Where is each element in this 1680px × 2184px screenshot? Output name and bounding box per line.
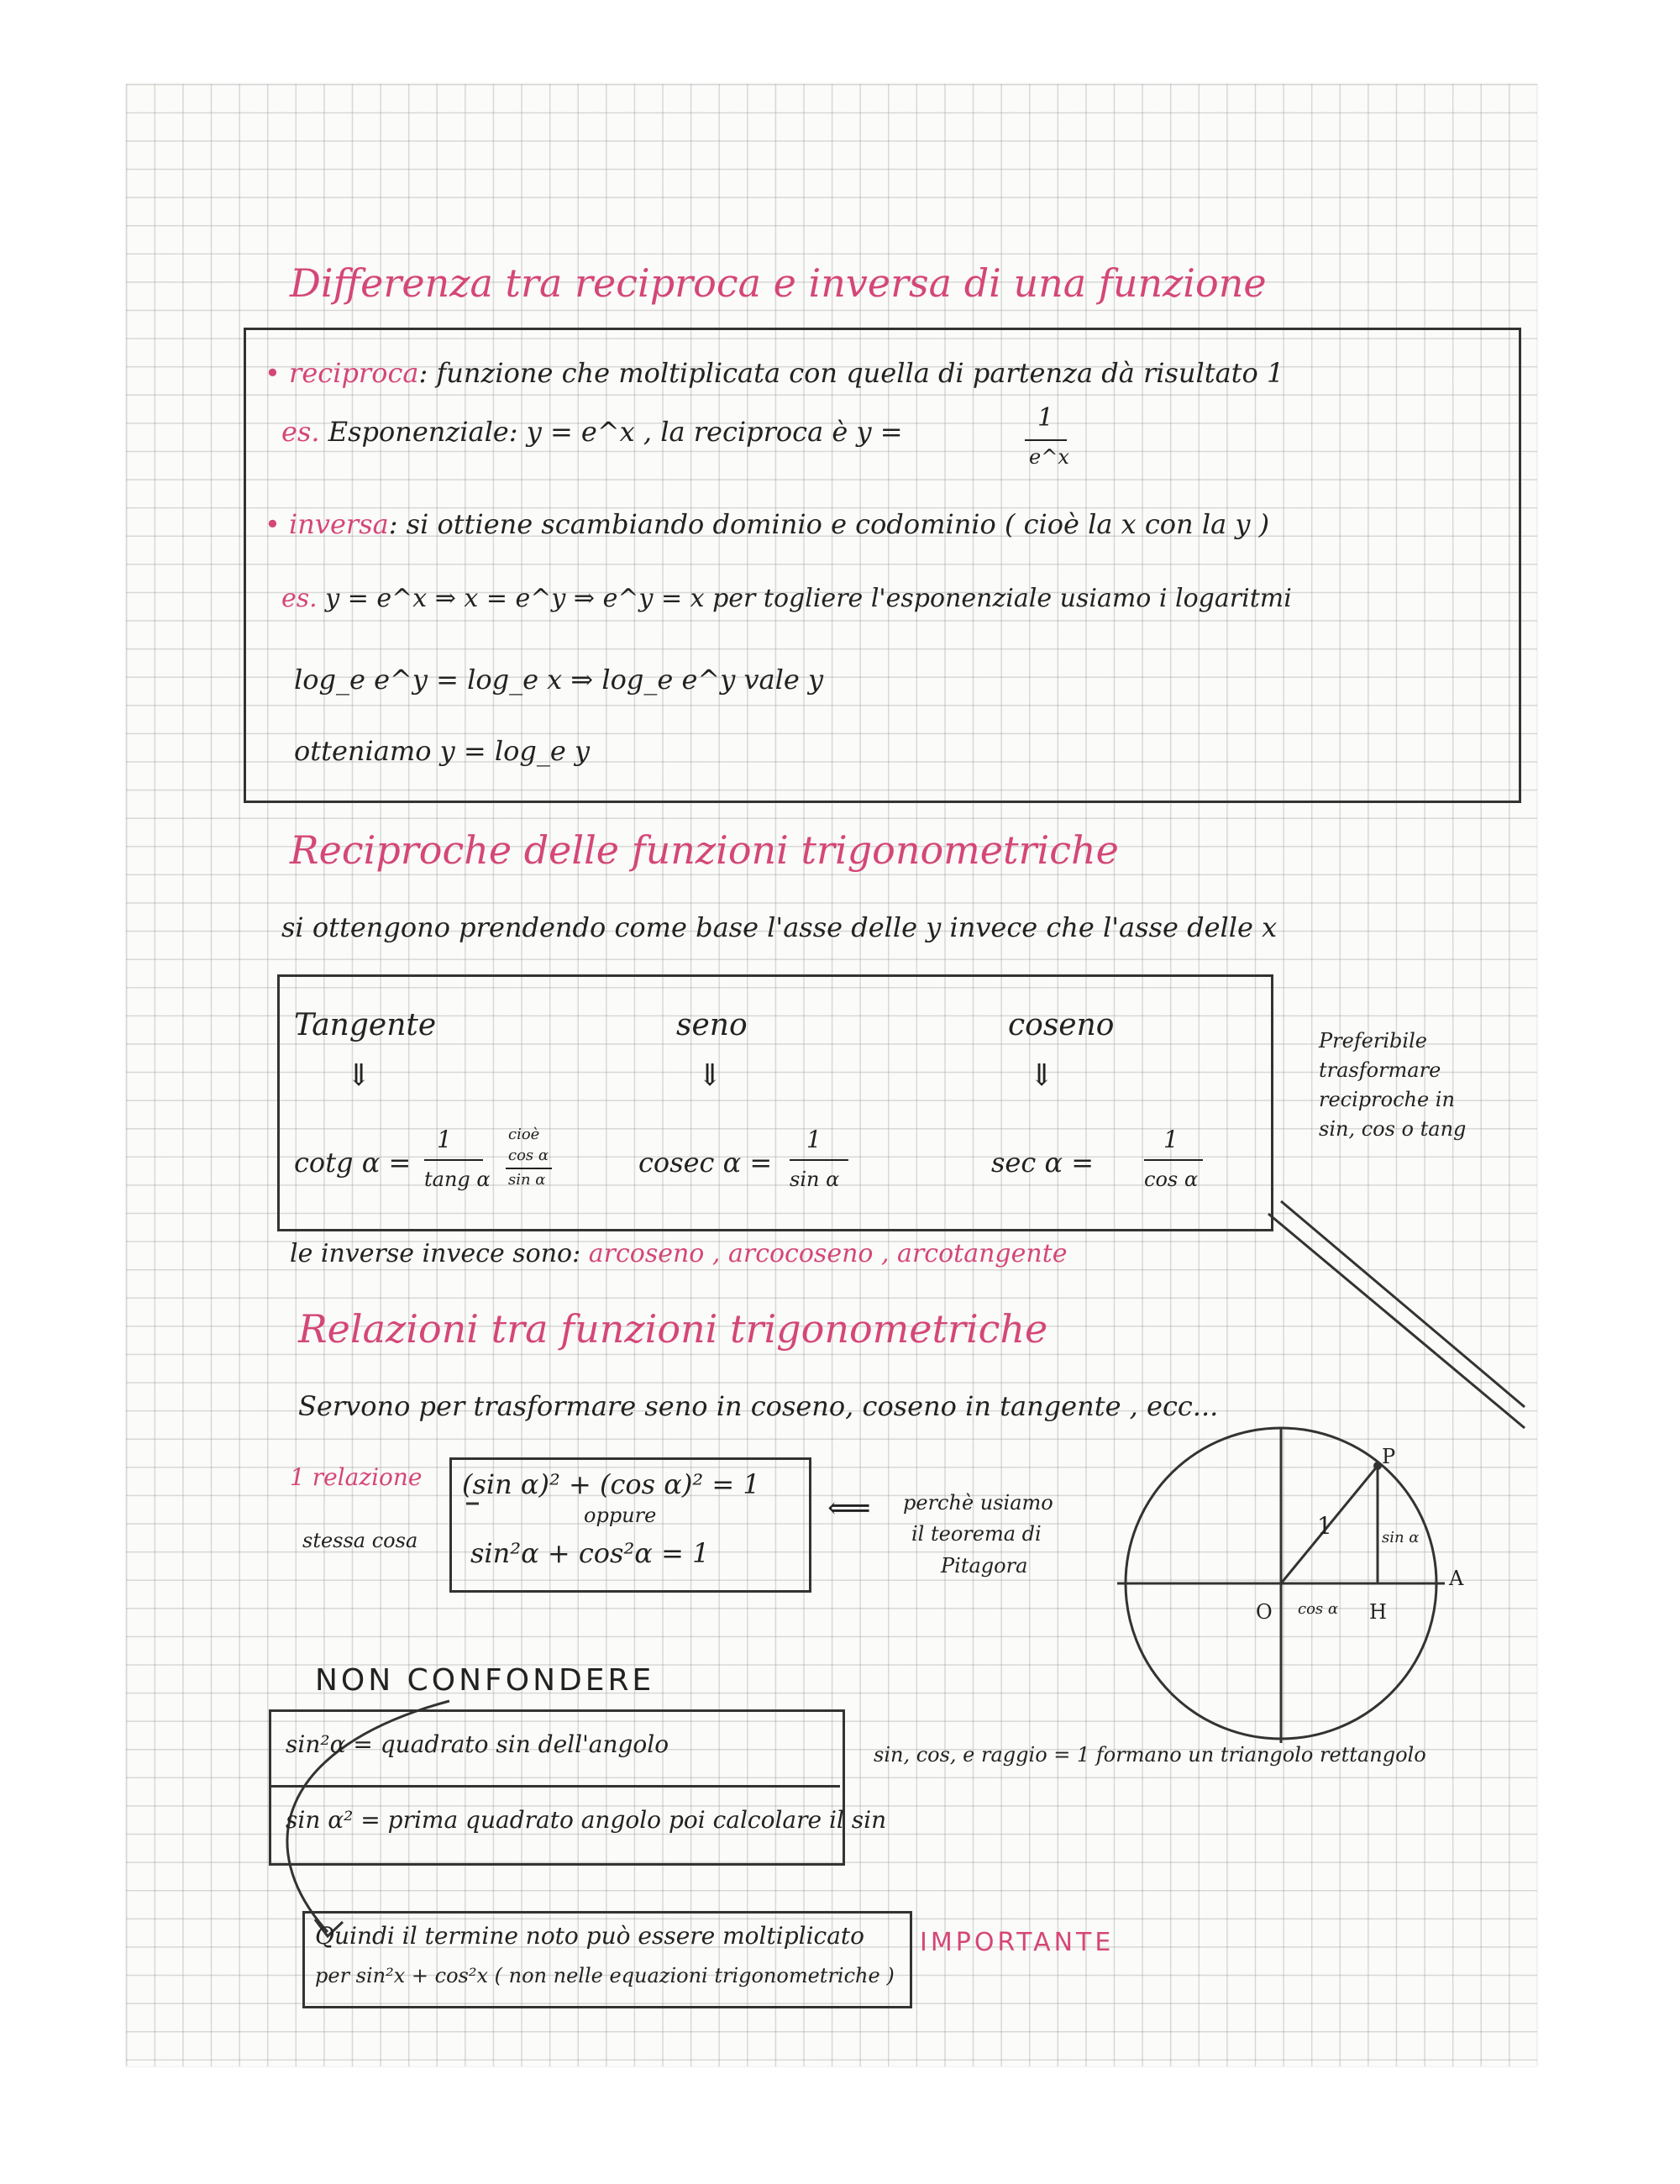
cotangent-alt-den: sin α <box>508 1171 546 1189</box>
inverse-label: • inversa <box>265 508 389 540</box>
identity-formula-2: sin²α + cos²α = 1 <box>470 1537 710 1569</box>
circle-radius-label: 1 <box>1317 1512 1332 1540</box>
section2-subtitle: si ottengono prendendo come base l'asse delle y invece che l'asse delle x <box>281 911 1278 943</box>
cotangent-alt-top: cioè <box>508 1126 540 1143</box>
result-line: otteniamo y = log_e y <box>294 735 591 767</box>
cotangent-formula: cotg α = <box>294 1147 412 1179</box>
cosecant-formula: cosec α = <box>638 1147 773 1179</box>
circle-label-p: P <box>1382 1445 1396 1468</box>
pythagoras-note-2: il teorema di <box>911 1522 1042 1546</box>
triangle-note: sin, cos, e raggio = 1 formano un triangolo rettangolo <box>874 1743 1426 1767</box>
circle-label-a: A <box>1449 1567 1464 1590</box>
side-note-line1: Preferibile <box>1319 1029 1427 1053</box>
secant-formula: sec α = <box>991 1147 1095 1179</box>
tangent-heading: Tangente <box>294 1008 437 1042</box>
side-note-line2: trasformare <box>1319 1058 1441 1082</box>
example2-label: es. <box>281 584 318 613</box>
side-note-line3: reciproche in <box>1319 1088 1455 1111</box>
cotangent-num: 1 <box>437 1126 452 1153</box>
logarithm-line: log_e e^y = log_e x ⇒ log_e e^y vale y <box>294 664 824 696</box>
left-arrow: ⟸ <box>827 1491 871 1525</box>
example1-fraction-den: e^x <box>1029 445 1069 469</box>
non-confondere-heading: NON CONFONDERE <box>315 1663 655 1698</box>
important-label: IMPORTANTE <box>920 1928 1115 1957</box>
inverse-functions-row <box>290 1239 1068 1268</box>
cosine-heading: coseno <box>1008 1008 1115 1042</box>
sine-heading: seno <box>676 1008 748 1042</box>
circle-sine-label: sin α <box>1382 1529 1420 1546</box>
example2-text: y = e^x ⇒ x = e^y ⇒ e^y = x per togliere l'esponenziale usiamo i logaritmi <box>325 584 1292 613</box>
final-note-line1: Quindi il termine noto può essere moltiplicato <box>315 1922 865 1950</box>
side-note-line4: sin, cos o tang <box>1319 1117 1467 1141</box>
section1-title: Differenza tra reciproca e inversa di una funzione <box>290 260 1267 306</box>
section3-intro: Servono per trasformare seno in coseno, coseno in tangente , ecc... <box>298 1390 1219 1422</box>
cosine-arrow: ⇓ <box>1029 1058 1055 1093</box>
example1-fraction-num: 1 <box>1037 403 1054 433</box>
sine-arrow: ⇓ <box>697 1058 723 1093</box>
final-note-line2: per sin²x + cos²x ( non nelle equazioni trigonometriche ) <box>315 1964 895 1987</box>
tangent-arrow: ⇓ <box>346 1058 372 1093</box>
identity-or: oppure <box>584 1504 657 1527</box>
inverse-definition: : si ottiene scambiando dominio e codominio ( cioè la x con la y ) <box>388 508 1270 540</box>
section3-title: Relazioni tra funzioni trigonometriche <box>298 1306 1048 1352</box>
unit-circle-diagram <box>1109 1411 1462 1764</box>
example1-label: es. <box>281 416 320 448</box>
section2-title: Reciproche delle funzioni trigonometriche <box>290 827 1119 873</box>
non-confondere-line2: sin α² = prima quadrato angolo poi calcolare il sin <box>286 1806 887 1834</box>
notebook-page <box>126 84 1537 2066</box>
example1-text: Esponenziale: y = e^x , la reciproca è y = <box>328 416 903 448</box>
relation1-label: 1 relazione <box>290 1463 423 1491</box>
pythagoras-note-1: perchè usiamo <box>903 1491 1053 1515</box>
inverse-functions-prefix: le inverse invece sono: <box>290 1239 581 1268</box>
secant-num: 1 <box>1163 1126 1179 1153</box>
inverse-functions-list: arcoseno , arcocoseno , arcotangente <box>588 1239 1068 1268</box>
non-confondere-line1: sin²α = quadrato sin dell'angolo <box>286 1730 669 1758</box>
circle-label-h: H <box>1369 1600 1387 1624</box>
reciprocal-label: • reciproca <box>265 357 419 389</box>
circle-cosine-label: cos α <box>1298 1600 1339 1618</box>
cosecant-num: 1 <box>806 1126 822 1153</box>
relation1-side-note: stessa cosa <box>302 1529 418 1552</box>
reciprocal-definition: : funzione che moltiplicata con quella di partenza dà risultato 1 <box>418 357 1284 389</box>
pythagoras-note-3: Pitagora <box>941 1554 1028 1578</box>
identity-formula-1: (sin α)² + (cos α)² = 1 <box>462 1468 760 1500</box>
cosecant-den: sin α <box>790 1168 840 1191</box>
cotangent-alt-num: cos α <box>508 1147 549 1164</box>
secant-den: cos α <box>1144 1168 1199 1191</box>
cotangent-den: tang α <box>424 1168 491 1191</box>
divider <box>269 1785 840 1788</box>
circle-label-o: O <box>1256 1600 1273 1624</box>
